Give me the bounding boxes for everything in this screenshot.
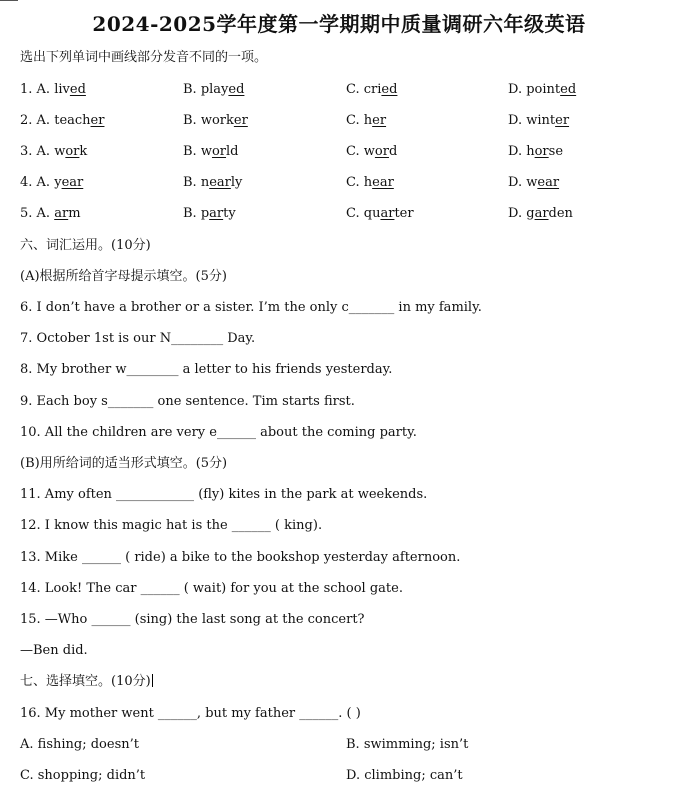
- question-number: 3.: [20, 144, 33, 159]
- q5-option-a: [20, 206, 81, 222]
- underlined-part: or: [211, 144, 227, 159]
- option-letter: C.: [346, 113, 360, 128]
- question-11: 11. Amy often ____________ (fly) kites in the park at weekends.: [20, 487, 428, 502]
- word-prefix: w: [200, 144, 212, 159]
- option-letter: A.: [36, 82, 51, 97]
- word-prefix: h: [363, 113, 373, 128]
- word-suffix: m: [68, 206, 81, 221]
- option-letter: A.: [36, 175, 51, 190]
- word-prefix: teach: [54, 113, 91, 128]
- option-letter: B.: [183, 113, 197, 128]
- option-letter: D.: [508, 175, 523, 190]
- underlined-part: er: [233, 113, 248, 128]
- text-cursor: [152, 674, 153, 687]
- page-title: 2024-2025学年度第一学期期中质量调研六年级英语: [92, 12, 586, 36]
- underlined-part: er: [372, 113, 387, 128]
- underlined-part: er: [90, 113, 105, 128]
- q16-option-c: C. shopping; didn’t: [20, 768, 146, 783]
- underlined-part: ear: [209, 175, 231, 190]
- q1-option-a: [20, 82, 86, 98]
- corner-crop-mark: [0, 0, 18, 1]
- underlined-part: ar: [534, 206, 549, 221]
- word-suffix: se: [548, 144, 564, 159]
- question-12: 12. I know this magic hat is the ______ ( king).: [20, 518, 323, 533]
- option-letter: C.: [346, 144, 360, 159]
- word-suffix: ly: [230, 175, 243, 190]
- option-letter: B.: [183, 144, 197, 159]
- question-16: 16. My mother went ______, but my father ______. ( ): [20, 706, 361, 721]
- q3-option-b: [183, 144, 239, 160]
- option-letter: D.: [508, 206, 523, 221]
- q4-option-a: [20, 175, 83, 191]
- question-9: 9. Each boy s_______ one sentence. Tim starts first.: [20, 394, 355, 409]
- q16-option-b: B. swimming; isn’t: [346, 737, 469, 752]
- option-letter: B.: [183, 175, 197, 190]
- option-letter: A.: [36, 144, 51, 159]
- question-13: 13. Mike ______ ( ride) a bike to the bookshop yesterday afternoon.: [20, 550, 461, 565]
- q1-option-b: [183, 82, 244, 98]
- word-prefix: wint: [526, 113, 556, 128]
- word-suffix: ty: [223, 206, 236, 221]
- question-7: 7. October 1st is our N________ Day.: [20, 331, 256, 346]
- word-suffix: d: [388, 144, 398, 159]
- question-number: 4.: [20, 175, 33, 190]
- underlined-part: ear: [537, 175, 560, 190]
- question-6: 6. I don’t have a brother or a sister. I’m the only c_______ in my family.: [20, 300, 482, 315]
- q5-option-b: [183, 206, 236, 222]
- option-letter: B.: [183, 82, 197, 97]
- q16-option-a: A. fishing; doesn’t: [20, 737, 139, 752]
- q3-option-d: [508, 144, 563, 160]
- q3-option-a: [20, 144, 87, 160]
- question-8: 8. My brother w________ a letter to his friends yesterday.: [20, 362, 393, 377]
- q5-option-d: [508, 206, 573, 222]
- option-letter: C.: [346, 82, 360, 97]
- q4-option-c: [346, 175, 394, 191]
- q2-option-c: [346, 113, 386, 129]
- underlined-part: ar: [209, 206, 224, 221]
- q5-option-c: [346, 206, 414, 222]
- word-prefix: qu: [363, 206, 381, 221]
- word-prefix: liv: [54, 82, 70, 97]
- word-prefix: n: [200, 175, 210, 190]
- underlined-part: ed: [381, 82, 398, 97]
- question-15-answer: —Ben did.: [20, 643, 88, 658]
- option-letter: C.: [346, 175, 360, 190]
- q2-option-b: [183, 113, 248, 129]
- option-letter: D.: [508, 113, 523, 128]
- word-prefix: g: [526, 206, 535, 221]
- section7-heading-wrap: [20, 674, 153, 690]
- question-14: 14. Look! The car ______ ( wait) for you at the school gate.: [20, 581, 403, 596]
- section7-heading: 七、选择填空。(10分): [20, 674, 151, 689]
- underlined-part: ed: [228, 82, 245, 97]
- q4-option-b: [183, 175, 242, 191]
- q3-option-c: [346, 144, 397, 160]
- option-letter: D.: [508, 82, 523, 97]
- underlined-part: ear: [372, 175, 394, 190]
- underlined-part: or: [534, 144, 549, 159]
- underlined-part: ar: [54, 206, 69, 221]
- underlined-part: or: [65, 144, 80, 159]
- question-number: 5.: [20, 206, 33, 221]
- word-prefix: w: [54, 144, 66, 159]
- underlined-part: ed: [69, 82, 86, 97]
- underlined-part: ed: [560, 82, 577, 97]
- option-letter: A.: [36, 206, 51, 221]
- underlined-part: ar: [380, 206, 395, 221]
- q4-option-d: [508, 175, 559, 191]
- section6b-heading: (B)用所给词的适当形式填空。(5分): [20, 456, 228, 471]
- option-letter: B.: [183, 206, 197, 221]
- q2-option-d: [508, 113, 569, 129]
- word-prefix: play: [200, 82, 229, 97]
- q1-option-c: [346, 82, 397, 98]
- word-suffix: k: [79, 144, 88, 159]
- word-suffix: den: [548, 206, 573, 221]
- option-letter: C.: [346, 206, 360, 221]
- section5-instruction: 选出下列单词中画线部分发音不同的一项。: [20, 50, 268, 65]
- q16-option-d: D. climbing; can’t: [346, 768, 463, 783]
- section6-heading: 六、词汇运用。(10分): [20, 238, 151, 253]
- word-prefix: work: [200, 113, 234, 128]
- underlined-part: er: [555, 113, 570, 128]
- word-prefix: point: [526, 82, 561, 97]
- question-number: 1.: [20, 82, 33, 97]
- question-number: 2.: [20, 113, 33, 128]
- question-15: 15. —Who ______ (sing) the last song at the concert?: [20, 612, 365, 627]
- option-letter: D.: [508, 144, 523, 159]
- question-10: 10. All the children are very e______ about the coming party.: [20, 425, 417, 440]
- word-suffix: ter: [394, 206, 414, 221]
- option-letter: A.: [36, 113, 51, 128]
- underlined-part: ear: [61, 175, 84, 190]
- q1-option-d: [508, 82, 576, 98]
- word-prefix: w: [526, 175, 538, 190]
- word-prefix: p: [200, 206, 210, 221]
- word-prefix: y: [54, 175, 62, 190]
- section6a-heading: (A)根据所给首字母提示填空。(5分): [20, 269, 227, 284]
- word-prefix: w: [363, 144, 375, 159]
- underlined-part: or: [374, 144, 389, 159]
- q2-option-a: [20, 113, 104, 129]
- word-suffix: ld: [226, 144, 239, 159]
- word-prefix: h: [526, 144, 535, 159]
- word-prefix: cri: [363, 82, 382, 97]
- word-prefix: h: [363, 175, 373, 190]
